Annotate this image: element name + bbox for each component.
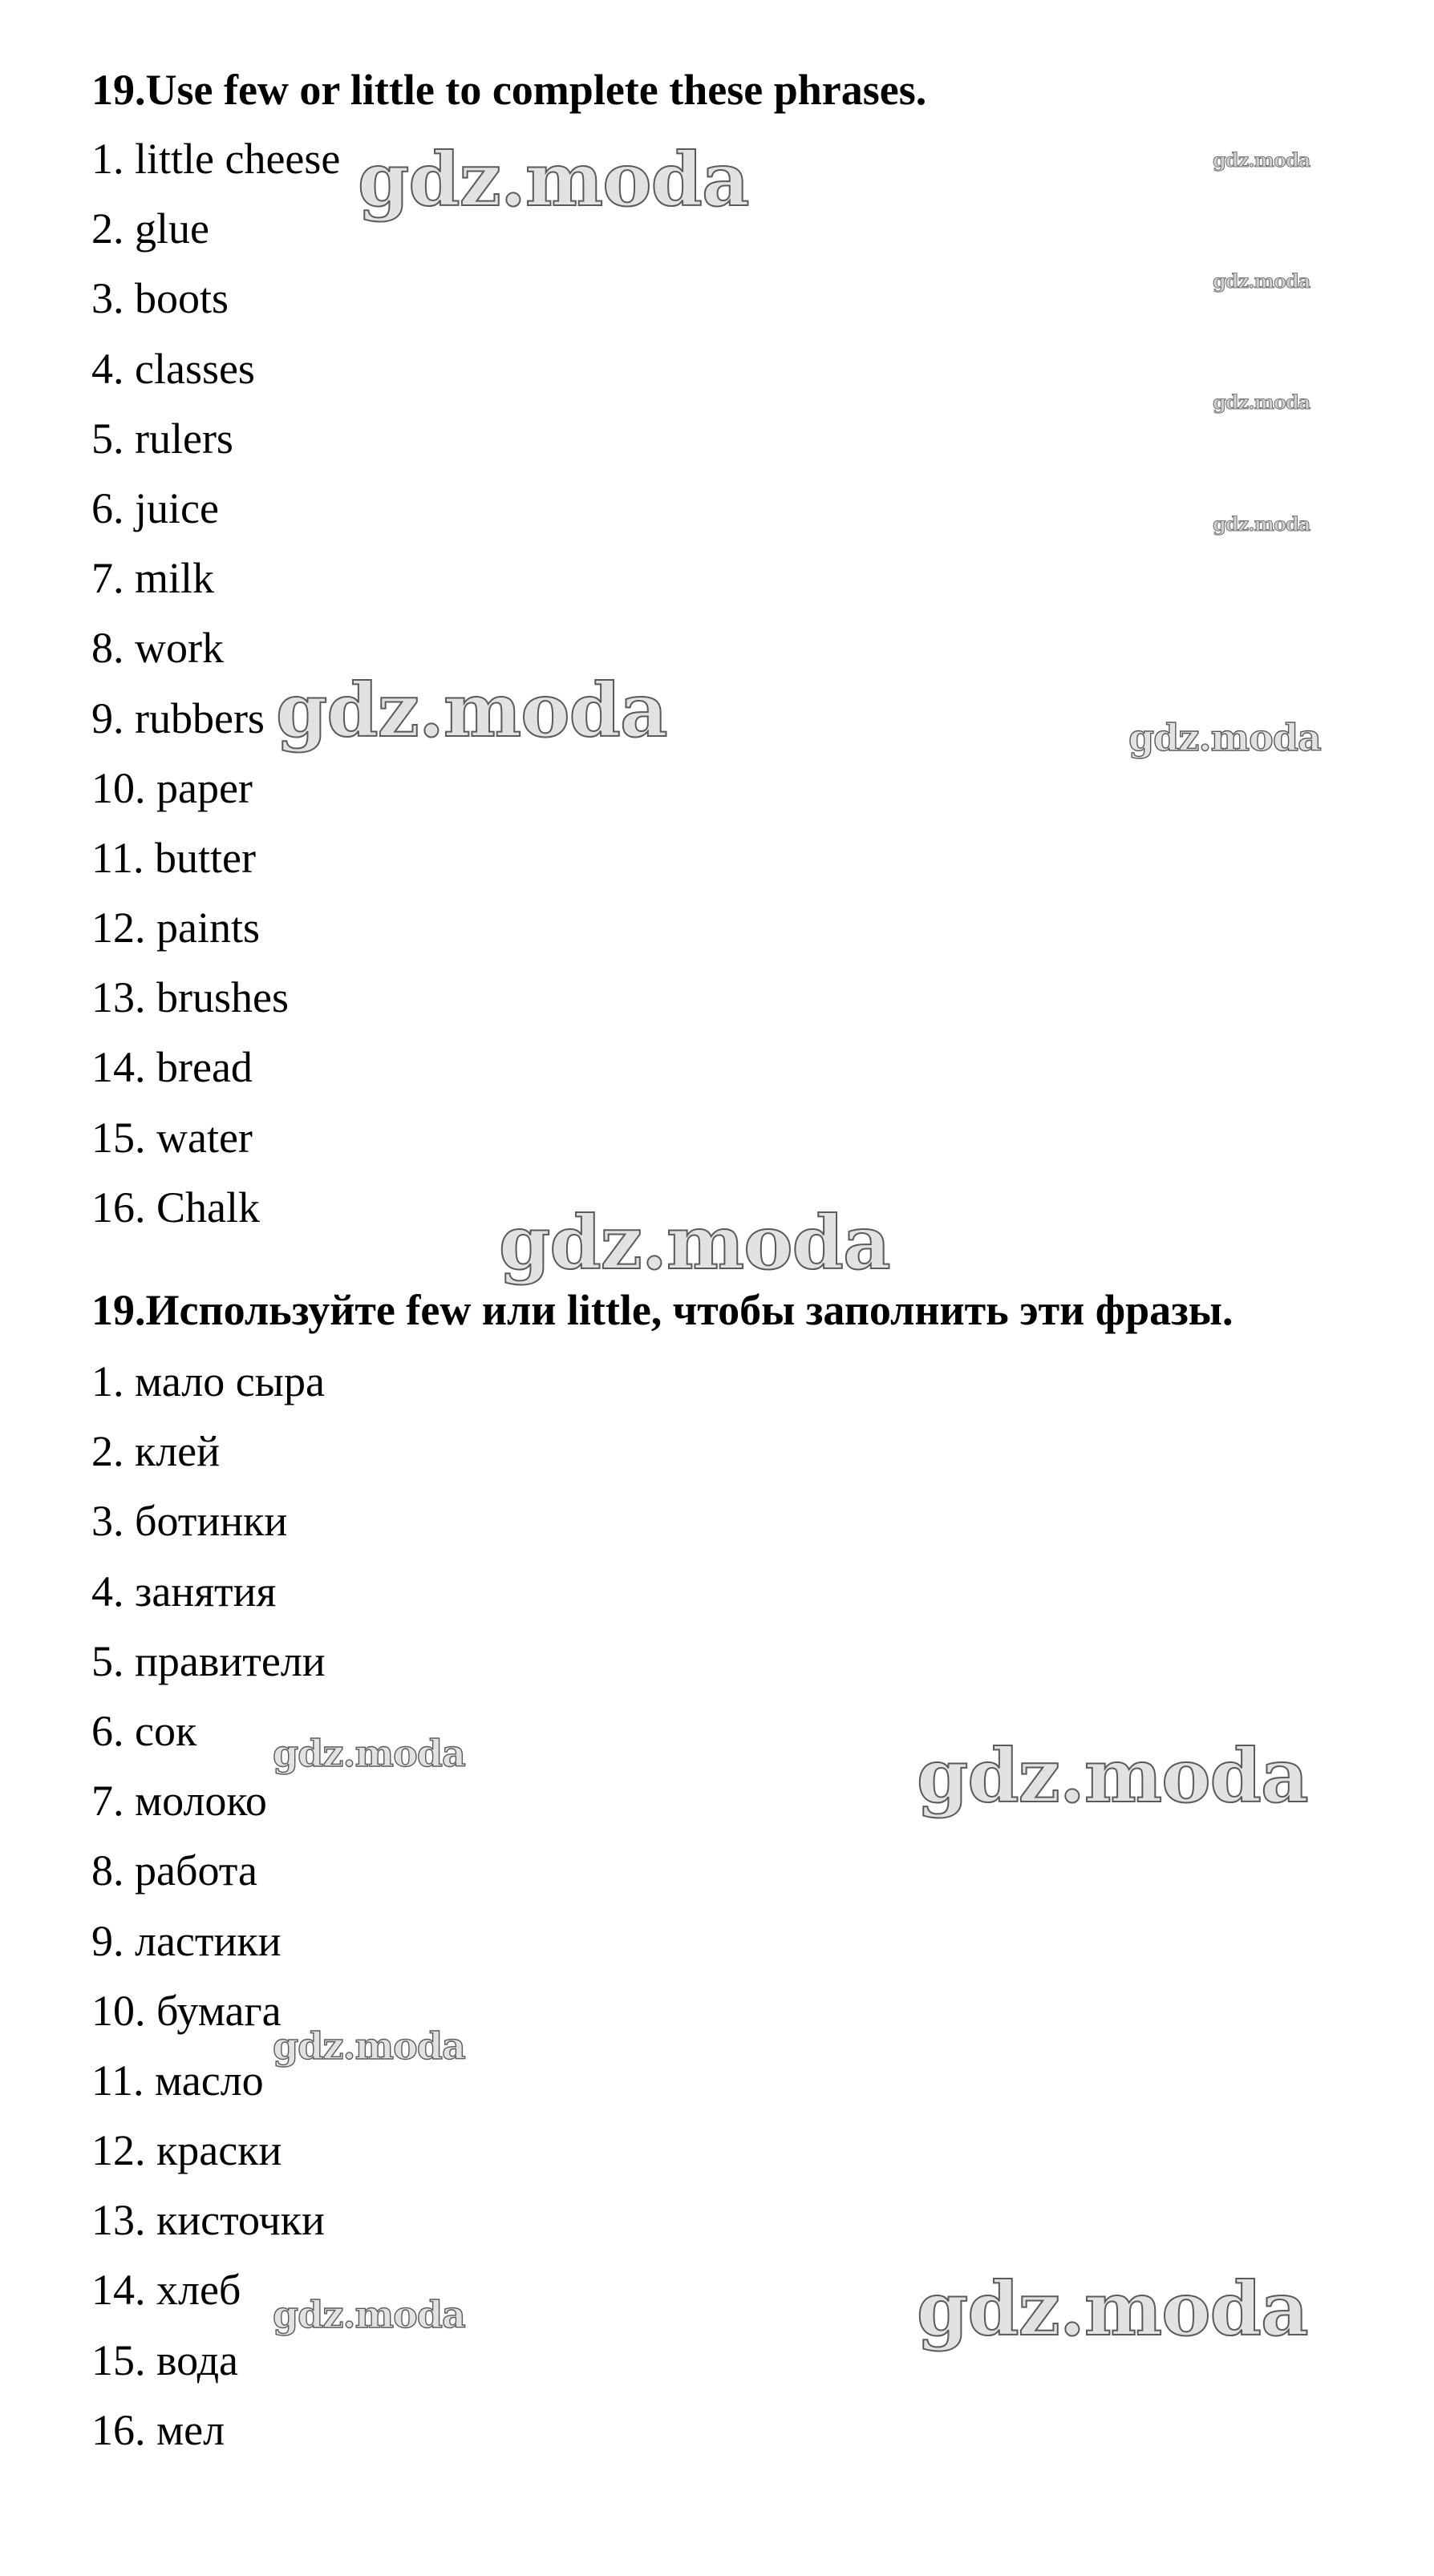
list-item: 8. работа <box>91 1846 257 1895</box>
list-item: 7. milk <box>91 554 215 603</box>
list-item: 7. молоко <box>91 1777 267 1826</box>
list-item: 8. work <box>91 624 224 673</box>
list-item: 2. клей <box>91 1427 221 1476</box>
watermark: gdz.moda <box>273 2293 465 2336</box>
list-item: 4. classes <box>91 344 255 393</box>
list-item: 11. масло <box>91 2056 264 2105</box>
list-item: 2. glue <box>91 204 209 253</box>
list-item: 6. сок <box>91 1706 197 1755</box>
list-item: 10. paper <box>91 763 253 812</box>
list-item: 6. juice <box>91 483 219 532</box>
list-item: 3. boots <box>91 274 229 323</box>
list-item: 13. кисточки <box>91 2196 325 2245</box>
list-item: 15. water <box>91 1113 253 1162</box>
list-item: 16. Chalk <box>91 1183 260 1231</box>
list-item: 1. little cheese <box>91 135 341 183</box>
list-item: 10. бумага <box>91 1986 282 2035</box>
exercise-heading-english: 19.Use few or little to complete these phrases. <box>91 66 927 114</box>
watermark: gdz.moda <box>499 1199 890 1286</box>
watermark: gdz.moda <box>917 1733 1308 1819</box>
list-item: 12. краски <box>91 2126 282 2175</box>
phrase-list-russian <box>91 1357 326 2476</box>
watermark: gdz.moda <box>273 1732 465 1775</box>
watermark: gdz.moda <box>1128 716 1321 759</box>
watermark: gdz.moda <box>276 667 667 754</box>
list-item: 14. хлеб <box>91 2266 241 2315</box>
watermark: gdz.moda <box>1213 269 1310 293</box>
watermark: gdz.moda <box>273 2024 465 2068</box>
list-item: 3. ботинки <box>91 1497 288 1546</box>
list-item: 12. paints <box>91 904 260 952</box>
phrase-list-english <box>91 135 340 1253</box>
watermark: gdz.moda <box>1213 390 1310 414</box>
list-item: 5. rulers <box>91 414 233 463</box>
list-item: 15. вода <box>91 2335 239 2384</box>
list-item: 16. мел <box>91 2405 225 2454</box>
list-item: 5. правители <box>91 1636 326 1685</box>
list-item: 11. butter <box>91 833 256 882</box>
list-item: 14. bread <box>91 1043 253 1092</box>
list-item: 13. brushes <box>91 973 289 1022</box>
watermark: gdz.moda <box>358 136 749 223</box>
list-item: 9. ластики <box>91 1916 282 1965</box>
watermark: gdz.moda <box>917 2266 1308 2352</box>
list-item: 9. rubbers <box>91 694 265 742</box>
list-item: 1. мало сыра <box>91 1357 325 1405</box>
exercise-heading-russian: 19.Используйте few или little, чтобы заполнить эти фразы. <box>91 1286 1233 1334</box>
watermark: gdz.moda <box>1213 148 1310 172</box>
list-item: 4. занятия <box>91 1567 277 1616</box>
watermark: gdz.moda <box>1213 512 1310 536</box>
